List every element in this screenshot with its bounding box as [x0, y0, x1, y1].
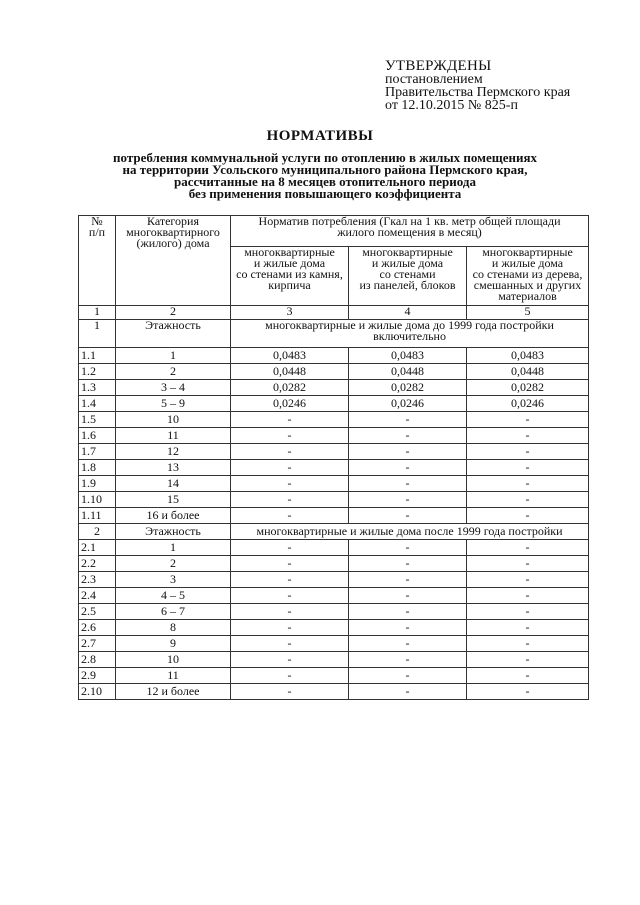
table-row	[79, 460, 589, 476]
table-row	[79, 540, 589, 556]
value-wood-mixed: -	[467, 540, 589, 556]
approval-heading: УТВЕРЖДЕНЫ	[385, 58, 492, 74]
value-stone-brick: -	[231, 412, 349, 428]
value-stone-brick: -	[231, 652, 349, 668]
value-wood-mixed: 0,0246	[467, 396, 589, 412]
table-row	[79, 428, 589, 444]
row-category: 11	[116, 428, 231, 444]
value-panel-block: -	[349, 428, 467, 444]
row-number: 2.10	[79, 684, 116, 700]
value-stone-brick: 0,0483	[231, 348, 349, 364]
row-number: 2.7	[79, 636, 116, 652]
value-wood-mixed: -	[467, 412, 589, 428]
row-number: 2.1	[79, 540, 116, 556]
row-category: 10	[116, 652, 231, 668]
subtitle-line: рассчитанные на 8 месяцев отопительного периода	[174, 174, 476, 189]
row-category: 2	[116, 556, 231, 572]
approval-stamp	[385, 60, 570, 112]
value-panel-block: -	[349, 444, 467, 460]
section-2-row	[79, 524, 589, 540]
row-number: 1.2	[79, 364, 116, 380]
value-panel-block: -	[349, 540, 467, 556]
section-category: Этажность	[116, 320, 231, 348]
value-stone-brick: 0,0246	[231, 396, 349, 412]
value-stone-brick: -	[231, 668, 349, 684]
value-panel-block: -	[349, 604, 467, 620]
table-row	[79, 556, 589, 572]
row-category: 9	[116, 636, 231, 652]
value-stone-brick: 0,0448	[231, 364, 349, 380]
row-category: 11	[116, 668, 231, 684]
table-row	[79, 636, 589, 652]
row-category: 6 – 7	[116, 604, 231, 620]
value-stone-brick: -	[231, 588, 349, 604]
section-category: Этажность	[116, 524, 231, 540]
norms-table	[78, 215, 589, 700]
value-stone-brick: -	[231, 556, 349, 572]
row-category: 3	[116, 572, 231, 588]
value-stone-brick: -	[231, 492, 349, 508]
value-stone-brick: -	[231, 460, 349, 476]
table-row	[79, 620, 589, 636]
row-number: 2.5	[79, 604, 116, 620]
table-row	[79, 396, 589, 412]
value-panel-block: -	[349, 636, 467, 652]
table-row	[79, 380, 589, 396]
value-panel-block: -	[349, 556, 467, 572]
row-number: 1.10	[79, 492, 116, 508]
value-panel-block: -	[349, 652, 467, 668]
row-category: 1	[116, 540, 231, 556]
value-wood-mixed: 0,0282	[467, 380, 589, 396]
table-row	[79, 364, 589, 380]
table-header-row	[79, 216, 589, 247]
value-stone-brick: 0,0282	[231, 380, 349, 396]
row-category: 5 – 9	[116, 396, 231, 412]
value-wood-mixed: -	[467, 604, 589, 620]
value-wood-mixed: -	[467, 588, 589, 604]
row-category: 4 – 5	[116, 588, 231, 604]
column-number: 1	[79, 306, 116, 320]
header-wood-mixed: многоквартирные и жилые дома со стенами из дерева, смешанных и других материалов	[467, 247, 589, 306]
row-number: 2.2	[79, 556, 116, 572]
row-number: 1.1	[79, 348, 116, 364]
value-stone-brick: -	[231, 636, 349, 652]
row-category: 16 и более	[116, 508, 231, 524]
value-stone-brick: -	[231, 428, 349, 444]
value-wood-mixed: -	[467, 572, 589, 588]
header-panel-block: многоквартирные и жилые дома со стенами из панелей, блоков	[349, 247, 467, 306]
table-row	[79, 508, 589, 524]
value-wood-mixed: -	[467, 556, 589, 572]
header-norm: Норматив потребления (Гкал на 1 кв. метр общей площади жилого помещения в месяц)	[231, 216, 589, 247]
value-wood-mixed: -	[467, 508, 589, 524]
value-wood-mixed: -	[467, 444, 589, 460]
value-panel-block: -	[349, 460, 467, 476]
table-row	[79, 492, 589, 508]
table-row	[79, 348, 589, 364]
row-category: 15	[116, 492, 231, 508]
value-wood-mixed: -	[467, 492, 589, 508]
approval-line: Правительства Пермского края	[385, 85, 571, 100]
value-stone-brick: -	[231, 684, 349, 700]
header-category: Категория многоквартирного (жилого) дома	[116, 216, 231, 306]
table-row	[79, 588, 589, 604]
column-number: 5	[467, 306, 589, 320]
row-number: 1.4	[79, 396, 116, 412]
row-number: 2.4	[79, 588, 116, 604]
row-category: 12 и более	[116, 684, 231, 700]
table-row	[79, 476, 589, 492]
table-row	[79, 684, 589, 700]
row-number: 2.3	[79, 572, 116, 588]
value-wood-mixed: 0,0483	[467, 348, 589, 364]
value-panel-block: -	[349, 492, 467, 508]
row-category: 2	[116, 364, 231, 380]
value-wood-mixed: -	[467, 668, 589, 684]
value-wood-mixed: -	[467, 428, 589, 444]
value-stone-brick: -	[231, 620, 349, 636]
value-panel-block: 0,0483	[349, 348, 467, 364]
row-number: 2.9	[79, 668, 116, 684]
value-panel-block: -	[349, 476, 467, 492]
value-wood-mixed: 0,0448	[467, 364, 589, 380]
row-number: 2.8	[79, 652, 116, 668]
value-wood-mixed: -	[467, 652, 589, 668]
value-wood-mixed: -	[467, 684, 589, 700]
row-number: 1.8	[79, 460, 116, 476]
value-panel-block: 0,0448	[349, 364, 467, 380]
column-number: 4	[349, 306, 467, 320]
document-title: НОРМАТИВЫ	[266, 128, 374, 144]
table-row	[79, 604, 589, 620]
section-description: многоквартирные и жилые дома до 1999 года постройки включительно	[231, 320, 589, 348]
value-wood-mixed: -	[467, 620, 589, 636]
value-panel-block: -	[349, 508, 467, 524]
row-number: 1.3	[79, 380, 116, 396]
table-row	[79, 652, 589, 668]
value-stone-brick: -	[231, 572, 349, 588]
value-wood-mixed: -	[467, 636, 589, 652]
table-row	[79, 572, 589, 588]
row-category: 13	[116, 460, 231, 476]
document-subtitle	[60, 152, 590, 200]
value-panel-block: -	[349, 668, 467, 684]
row-number: 2.6	[79, 620, 116, 636]
table-row	[79, 668, 589, 684]
value-stone-brick: -	[231, 444, 349, 460]
row-category: 3 – 4	[116, 380, 231, 396]
value-wood-mixed: -	[467, 460, 589, 476]
value-wood-mixed: -	[467, 476, 589, 492]
row-category: 1	[116, 348, 231, 364]
column-numbers-row	[79, 306, 589, 320]
table-row	[79, 444, 589, 460]
value-panel-block: -	[349, 572, 467, 588]
value-panel-block: -	[349, 620, 467, 636]
value-stone-brick: -	[231, 508, 349, 524]
section-1-row	[79, 320, 589, 348]
value-stone-brick: -	[231, 604, 349, 620]
row-category: 14	[116, 476, 231, 492]
subtitle-line: потребления коммунальной услуги по отоплению в жилых помещениях	[113, 150, 537, 165]
section-description: многоквартирные и жилые дома после 1999 года постройки	[231, 524, 589, 540]
value-panel-block: 0,0246	[349, 396, 467, 412]
row-number: 1.9	[79, 476, 116, 492]
value-stone-brick: -	[231, 476, 349, 492]
value-panel-block: -	[349, 684, 467, 700]
subtitle-line: без применения повышающего коэффициента	[188, 186, 462, 201]
header-number: № п/п	[79, 216, 116, 306]
column-number: 3	[231, 306, 349, 320]
row-number: 1.11	[79, 508, 116, 524]
approval-line: постановлением	[385, 72, 483, 87]
row-number: 1.6	[79, 428, 116, 444]
column-number: 2	[116, 306, 231, 320]
section-number: 2	[79, 524, 116, 540]
row-category: 12	[116, 444, 231, 460]
row-number: 1.5	[79, 412, 116, 428]
value-panel-block: 0,0282	[349, 380, 467, 396]
row-number: 1.7	[79, 444, 116, 460]
approval-date: от 12.10.2015 № 825-п	[385, 98, 518, 113]
value-panel-block: -	[349, 412, 467, 428]
subtitle-line: на территории Усольского муниципального района Пермского края,	[122, 162, 528, 177]
row-category: 10	[116, 412, 231, 428]
row-category: 8	[116, 620, 231, 636]
table-row	[79, 412, 589, 428]
value-panel-block: -	[349, 588, 467, 604]
section-number: 1	[79, 320, 116, 348]
value-stone-brick: -	[231, 540, 349, 556]
header-stone-brick: многоквартирные и жилые дома со стенами из камня, кирпича	[231, 247, 349, 306]
